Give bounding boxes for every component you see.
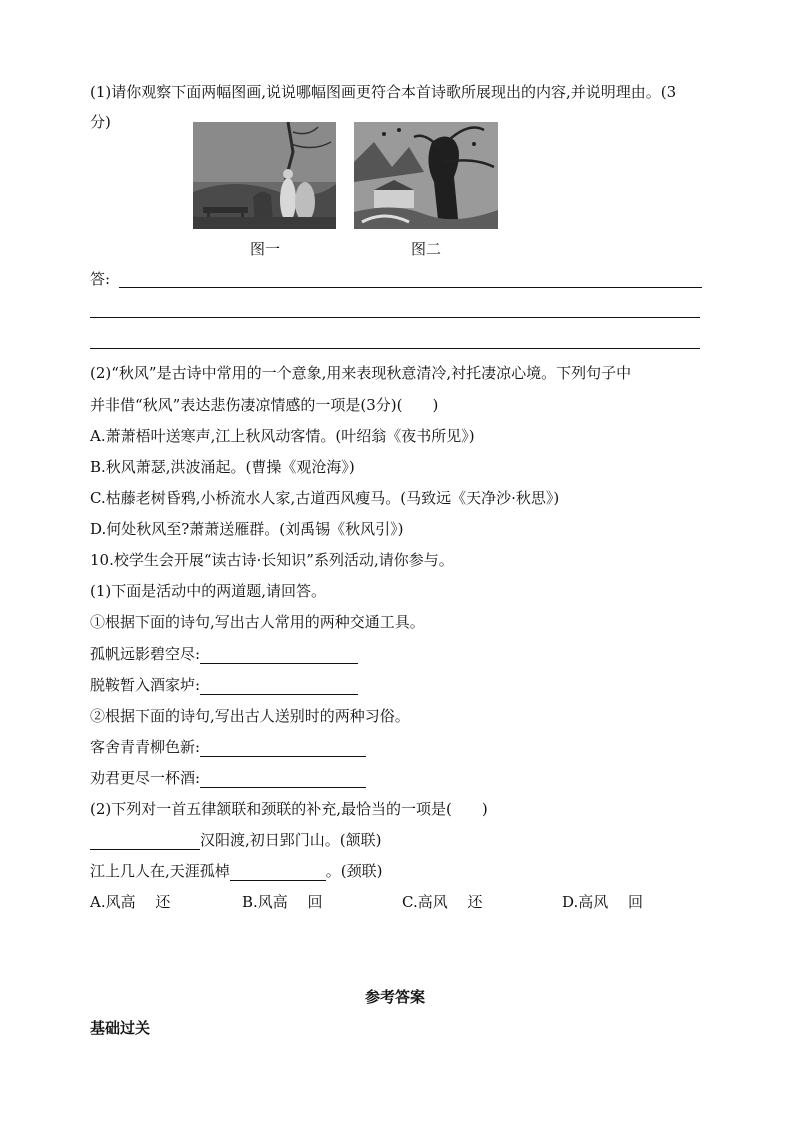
poem-line-2: 脱鞍暂入酒家垆:	[90, 676, 201, 694]
q10-line3	[90, 737, 366, 757]
q10-line2	[90, 675, 358, 695]
answer-line-2[interactable]	[90, 317, 700, 318]
couplet-1-text: 汉阳渡,初日郢门山。(颔联)	[200, 831, 382, 849]
couplet-2-text-a: 江上几人在,天涯孤棹	[90, 862, 230, 880]
answer-line-3[interactable]	[90, 348, 700, 349]
q10-sub1: ①根据下面的诗句,写出古人常用的两种交通工具。	[90, 613, 425, 631]
q10-choices	[90, 892, 643, 912]
q9-part2-line2: 并非借“秋风”表达悲伤凄凉情感的一项是(3分)( )	[90, 396, 439, 414]
answers-title: 参考答案	[365, 988, 426, 1006]
q10-title: 10.校学生会开展“读古诗·长知识”系列活动,请你参与。	[90, 551, 454, 569]
blank-couplet-1[interactable]	[90, 833, 200, 850]
poem-line-1: 孤帆远影碧空尽:	[90, 645, 201, 663]
option-d[interactable]: D.何处秋风至?萧萧送雁群。(刘禹锡《秋风引》)	[90, 520, 404, 538]
q10-part1: (1)下面是活动中的两道题,请回答。	[90, 582, 327, 600]
option-b[interactable]: B.秋风萧瑟,洪波涌起。(曹操《观沧海》)	[90, 458, 355, 476]
option-a[interactable]: A.萧萧梧叶送寒声,江上秋风动客情。(叶绍翁《夜书所见》)	[90, 427, 475, 445]
figure-one-caption: 图一	[249, 240, 280, 258]
q10-line1	[90, 644, 358, 664]
figure-one-image	[193, 122, 336, 229]
q10-sub2: ②根据下面的诗句,写出古人送别时的两种习俗。	[90, 707, 410, 725]
choice-c[interactable]: C.高风 还	[402, 893, 483, 911]
figure-two-image	[354, 122, 498, 229]
q10-part2: (2)下列对一首五律颔联和颈联的补充,最恰当的一项是( )	[90, 800, 488, 818]
couplet-2-text-b: 。(颈联)	[325, 862, 383, 880]
blank-custom-2[interactable]	[200, 771, 366, 788]
blank-custom-1[interactable]	[200, 740, 366, 757]
blank-couplet-2[interactable]	[230, 864, 326, 881]
blank-transport-2[interactable]	[200, 678, 358, 695]
choice-a[interactable]: A.风高 还	[90, 893, 171, 911]
figure-two-caption: 图二	[410, 240, 441, 258]
q9-part2-line1: (2)“秋风”是古诗中常用的一个意象,用来表现秋意清冷,衬托凄凉心境。下列句子中	[90, 364, 632, 382]
q9-part1-line1: (1)请你观察下面两幅图画,说说哪幅图画更符合本首诗歌所展现出的内容,并说明理由。(3	[90, 83, 677, 101]
option-c[interactable]: C.枯藤老树昏鸦,小桥流水人家,古道西风瘦马。(马致远《天净沙·秋思》)	[90, 489, 560, 507]
choice-d[interactable]: D.高风 回	[562, 893, 644, 911]
blank-transport-1[interactable]	[200, 647, 358, 664]
q9-part1-line2: 分)	[90, 113, 111, 131]
answer-line-1[interactable]	[119, 287, 702, 288]
answer-label: 答:	[90, 270, 111, 288]
choice-b[interactable]: B.风高 回	[242, 893, 323, 911]
poem-line-4: 劝君更尽一杯酒:	[90, 769, 201, 787]
q10-line4	[90, 768, 366, 788]
q10-couplet2	[90, 861, 383, 881]
section-heading: 基础过关	[90, 1019, 151, 1037]
q10-couplet1	[90, 830, 381, 850]
poem-line-3: 客舍青青柳色新:	[90, 738, 201, 756]
